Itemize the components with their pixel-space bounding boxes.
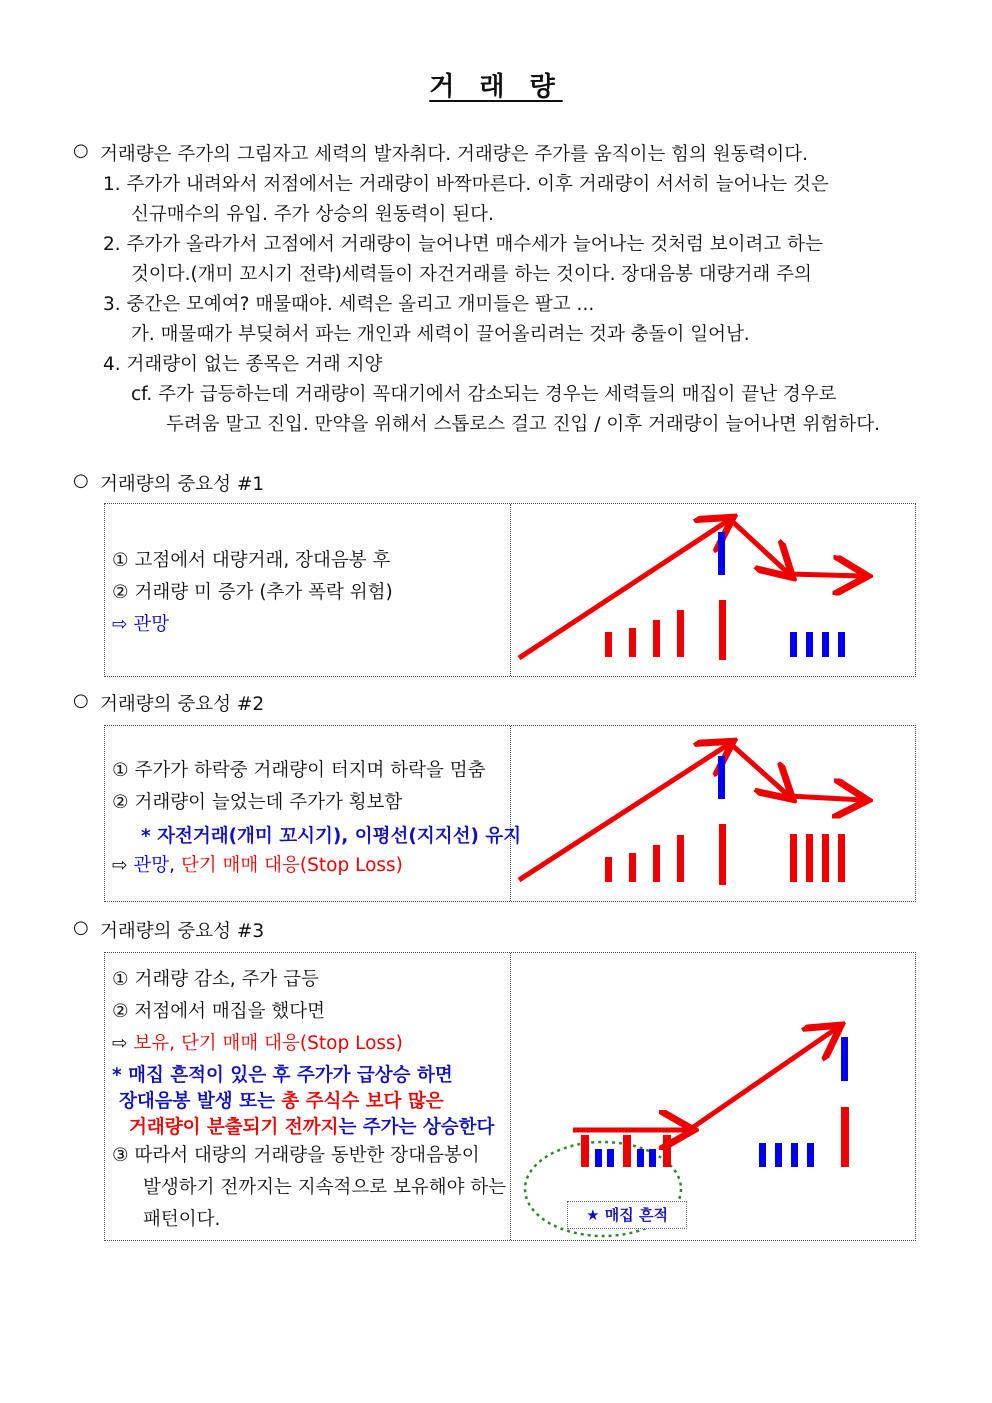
price-trend-flat — [789, 796, 863, 800]
intro-item: 3. 중간은 모예여? 매물때야. 세력은 올리고 개미들은 팔고 ... — [103, 294, 595, 315]
circle-bullet-icon: ○ — [73, 690, 89, 711]
note-line — [119, 1087, 444, 1113]
point-line: ② 저점에서 매집을 했다면 — [112, 1001, 325, 1022]
point-line: 발생하기 전까지는 지속적으로 보유해야 하는 — [143, 1177, 507, 1198]
volume-bar — [719, 600, 726, 660]
price-trend-up — [519, 520, 729, 658]
page-title: 거 래 량 — [429, 72, 563, 102]
chart-3 — [511, 953, 917, 1242]
price-trend-up — [519, 744, 729, 880]
price-trend-down — [733, 522, 789, 574]
section-box-3 — [104, 952, 916, 1241]
volume-bar — [663, 1135, 671, 1167]
section-heading: 거래량의 중요성 #3 — [100, 921, 265, 942]
intro-item: 것이다.(개미 꼬시기 전략)세력들이 자건거래를 하는 것이다. 장대음봉 대량거래 주의 — [131, 264, 812, 285]
conclusion-red: 단기 매매 대응(Stop Loss) — [180, 855, 403, 876]
volume-bar — [759, 1143, 766, 1167]
double-arrow-icon: ⇨ — [112, 1033, 128, 1054]
conclusion-line — [112, 610, 169, 636]
volume-bar — [653, 620, 660, 657]
candle-bar — [841, 1037, 848, 1081]
note-part-red: 거래량이 분출되기 전까지 — [129, 1117, 339, 1138]
conclusion-line — [112, 1029, 403, 1055]
intro-item: 2. 주가가 올라가서 고점에서 거래량이 늘어나면 매수세가 늘어나는 것처럼 보이려고 하는 — [103, 234, 823, 255]
volume-bar — [653, 845, 660, 882]
volume-bar — [677, 835, 684, 882]
volume-bar — [790, 834, 797, 882]
point-line: ① 고점에서 대량거래, 장대음봉 후 — [112, 550, 391, 571]
volume-bar — [790, 632, 797, 657]
conclusion-red-2: 단기 매매 대응(Stop Loss) — [180, 1033, 403, 1054]
price-trend-up — [689, 1028, 837, 1130]
volume-bar — [775, 1143, 782, 1167]
volume-bar — [649, 1149, 656, 1167]
volume-bar — [581, 1135, 589, 1167]
note-line — [129, 1113, 494, 1139]
volume-bar — [822, 632, 829, 657]
note-line: * 자전거래(개미 꼬시기), 이평선(지지선) 유지 — [141, 826, 522, 847]
volume-bar — [841, 1107, 849, 1167]
point-line: ③ 따라서 대량의 거래량을 동반한 장대음봉이 — [112, 1145, 480, 1166]
intro-item: 4. 거래량이 없는 종목은 거래 지양 — [103, 354, 383, 375]
section-box-1 — [104, 503, 916, 677]
intro-item: cf. 주가 급등하는데 거래량이 꼭대기에서 감소되는 경우는 세력들의 매집이 끝난 경우로 — [131, 384, 837, 405]
candle-bar — [718, 532, 725, 575]
section-heading: 거래량의 중요성 #2 — [100, 694, 265, 715]
badge-text: 매집 흔적 — [604, 1206, 668, 1224]
intro-item: 두려움 말고 진입. 만약을 위해서 스톱로스 걸고 진입 / 이후 거래량이 늘어나면 위험하다. — [166, 414, 881, 435]
candle-bar — [718, 756, 725, 799]
volume-bar — [806, 834, 813, 882]
volume-bar — [719, 824, 726, 885]
point-line: ① 거래량 감소, 주가 급등 — [112, 969, 319, 990]
point-line: ② 거래량 미 증가 (추가 폭락 위험) — [112, 582, 393, 603]
point-line: ② 거래량이 늘었는데 주가가 횡보함 — [112, 792, 403, 813]
conclusion-red-1: 보유 — [133, 1033, 170, 1054]
section-heading: 거래량의 중요성 #1 — [100, 474, 265, 495]
price-trend-flat — [789, 574, 863, 576]
conclusion-blue: 관망 — [133, 855, 170, 876]
section-box-2 — [104, 725, 916, 902]
volume-bar — [605, 857, 612, 882]
volume-bar — [623, 1135, 631, 1167]
intro-item: 가. 매물때가 부딪혀서 파는 개인과 세력이 끌어올리려는 것과 충돌이 일어남. — [131, 324, 750, 345]
volume-bar — [806, 632, 813, 657]
conclusion-line — [112, 851, 403, 877]
circle-bullet-icon: ○ — [73, 470, 89, 491]
note-line: * 매집 흔적이 있은 후 주가가 급상승 하면 — [112, 1065, 453, 1086]
conclusion-sep: , — [169, 855, 176, 876]
volume-bar — [791, 1143, 798, 1167]
double-arrow-icon: ⇨ — [112, 614, 128, 635]
note-part-red: 총 주식수 보다 많은 — [281, 1091, 444, 1112]
star-icon: ★ — [586, 1206, 600, 1224]
volume-bar — [629, 628, 636, 657]
chart-1 — [511, 504, 917, 678]
intro-line: 거래량은 주가의 그림자고 세력의 발자취다. 거래량은 주가를 움직이는 힘의 원동력이다. — [100, 144, 809, 165]
chart-2 — [511, 726, 917, 903]
price-trend-down — [733, 746, 789, 796]
volume-bar — [637, 1149, 644, 1167]
volume-bar — [807, 1143, 814, 1167]
volume-bar — [822, 834, 829, 882]
volume-bar — [677, 610, 684, 657]
circle-bullet-icon: ○ — [73, 140, 89, 161]
volume-bar — [607, 1149, 614, 1167]
accumulation-badge — [567, 1201, 687, 1229]
intro-item: 1. 주가가 내려와서 저점에서는 거래량이 바짝마른다. 이후 거래량이 서서히 늘어나는 것은 — [103, 174, 829, 195]
point-line: ① 주가가 하락중 거래량이 터지며 하락을 멈춤 — [112, 760, 486, 781]
volume-bar — [838, 632, 845, 657]
double-arrow-icon: ⇨ — [112, 855, 128, 876]
volume-bar — [629, 853, 636, 882]
note-part: 는 주가는 상승한다 — [338, 1117, 495, 1138]
point-line: 패턴이다. — [143, 1209, 221, 1230]
note-part: 장대음봉 발생 또는 — [119, 1091, 282, 1112]
volume-bar — [595, 1149, 602, 1167]
conclusion-sep: , — [169, 1033, 176, 1054]
intro-item: 신규매수의 유입. 주가 상승의 원동력이 된다. — [131, 204, 494, 225]
volume-bar — [605, 632, 612, 657]
circle-bullet-icon: ○ — [73, 917, 89, 938]
conclusion-text: 관망 — [133, 614, 170, 635]
volume-bar — [838, 834, 845, 882]
